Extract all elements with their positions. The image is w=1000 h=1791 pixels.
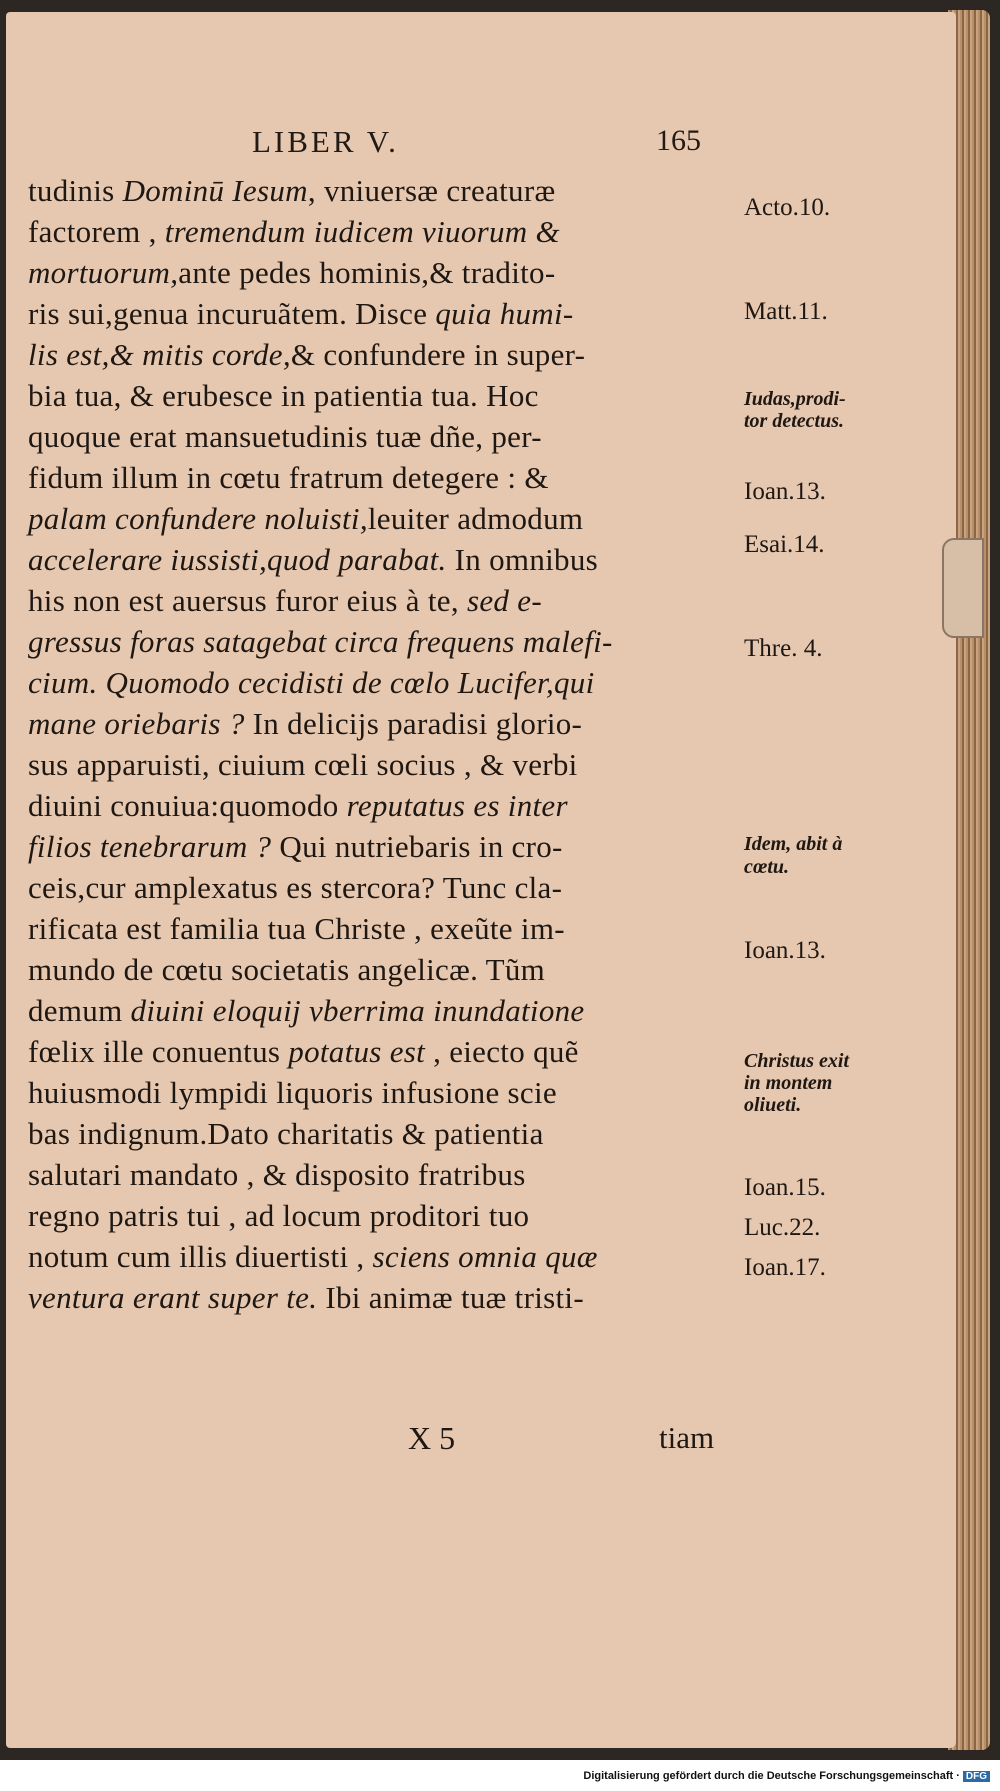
italic-run: accelerare iussisti,quod parabat. — [28, 542, 447, 577]
margin-note: Christus exit — [744, 1050, 850, 1072]
text-line — [28, 1031, 748, 1072]
footer-text: Digitalisierung gefördert durch die Deutsche Forschungsgemeinschaft · — [583, 1770, 960, 1782]
text-line — [28, 1154, 748, 1195]
roman-run: tudinis — [28, 173, 123, 208]
margin-note: Matt.11. — [744, 298, 828, 325]
margin-note: Ioan.15. — [744, 1174, 826, 1201]
italic-run: filios tenebrarum ? — [28, 829, 272, 864]
dfg-logo: DFG — [963, 1771, 990, 1782]
margin-note: tor detectus. — [744, 410, 844, 432]
italic-run: sciens omnia quæ — [372, 1239, 598, 1274]
text-line — [28, 621, 748, 662]
italic-run: gressus foras satagebat circa frequens malefi- — [28, 624, 613, 659]
text-line — [28, 785, 748, 826]
italic-run: sed e- — [466, 583, 542, 618]
margin-note: in montem — [744, 1072, 833, 1094]
text-line — [28, 826, 748, 867]
roman-run: notum cum illis diuertisti , — [28, 1239, 373, 1274]
margin-note: Ioan.17. — [744, 1254, 826, 1281]
running-header: LIBER V. — [252, 124, 399, 159]
roman-run: fœlix ille conuentus — [28, 1034, 289, 1069]
roman-run: his non est auersus furor eius à te, — [28, 583, 467, 618]
text-line — [28, 211, 748, 252]
italic-run: quia humi- — [435, 296, 574, 331]
margin-note: Ioan.13. — [744, 937, 826, 964]
roman-run: Ibi animæ tuæ tristi- — [317, 1280, 584, 1315]
text-line — [28, 375, 748, 416]
margin-note: Luc.22. — [744, 1214, 821, 1241]
roman-run: quoque erat mansuetudinis tuæ dñe, per- — [28, 419, 542, 454]
italic-run: potatus est — [288, 1034, 426, 1069]
catchword: tiam — [659, 1420, 715, 1455]
text-line — [28, 949, 748, 990]
margin-note: Iudas,prodi- — [744, 388, 846, 410]
text-line — [28, 334, 748, 375]
footer-credit — [583, 1770, 990, 1782]
roman-run: sus apparuisti, ciuium cœli socius , & verbi — [28, 747, 578, 782]
italic-run: reputatus es inter — [346, 788, 568, 823]
margin-note: Thre. 4. — [744, 635, 823, 662]
roman-run: , eiecto quẽ — [425, 1034, 579, 1069]
text-line — [28, 1113, 748, 1154]
margin-note: Idem, abit à — [744, 833, 843, 855]
text-line — [28, 990, 748, 1031]
text-line — [28, 1072, 748, 1113]
margin-note: oliueti. — [744, 1094, 802, 1116]
roman-run: leuiter admodum — [367, 501, 584, 536]
text-line — [28, 1195, 748, 1236]
italic-run: mane oriebaris ? — [28, 706, 245, 741]
roman-run: rificata est familia tua Christe , exeũte im- — [28, 911, 565, 946]
text-line — [28, 744, 748, 785]
text-line — [28, 252, 748, 293]
roman-run: mundo de cœtu societatis angelicæ. Tũm — [28, 952, 546, 987]
text-line — [28, 580, 748, 621]
text-line — [28, 662, 748, 703]
roman-run: fidum illum in cœtu fratrum detegere : & — [28, 460, 549, 495]
text-line — [28, 1277, 748, 1318]
text-line — [28, 293, 748, 334]
margin-note: Esai.14. — [744, 531, 825, 558]
text-line — [28, 416, 748, 457]
roman-run: diuini conuiua:quomodo — [28, 788, 347, 823]
roman-run: , vniuersæ creaturæ — [307, 173, 556, 208]
text-line — [28, 908, 748, 949]
roman-run: demum — [28, 993, 131, 1028]
italic-run: diuini eloquij vberrima inundatione — [130, 993, 585, 1028]
roman-run: salutari mandato , & disposito fratribus — [28, 1157, 526, 1192]
text-line — [28, 867, 748, 908]
italic-run: cium. Quomodo cecidisti de cœlo Lucifer,qui — [28, 665, 595, 700]
roman-run: In delicijs paradisi glorio- — [244, 706, 583, 741]
italic-run: palam confundere noluisti, — [28, 501, 368, 536]
roman-run: regno patris tui , ad locum proditori tuo — [28, 1198, 530, 1233]
italic-run: Dominū Iesum — [122, 173, 308, 208]
margin-note: Acto.10. — [744, 194, 831, 221]
italic-run: lis est,& mitis corde, — [28, 337, 291, 372]
body-text — [28, 170, 748, 1318]
roman-run: ris sui,genua incuruãtem. Disce — [28, 296, 436, 331]
italic-run: tremendum iudicem viuorum & — [164, 214, 560, 249]
text-line — [28, 1236, 748, 1277]
italic-run: mortuorum, — [28, 255, 179, 290]
bookmark-tab — [942, 538, 984, 638]
signature-mark: X 5 — [408, 1420, 456, 1456]
text-line — [28, 498, 748, 539]
text-line — [28, 539, 748, 580]
text-line — [28, 170, 748, 211]
text-line — [28, 703, 748, 744]
roman-run: Qui nutriebaris in cro- — [271, 829, 563, 864]
roman-run: & confundere in super- — [290, 337, 586, 372]
book-page — [6, 12, 956, 1748]
roman-run: ceis,cur amplexatus es stercora? Tunc cla- — [28, 870, 563, 905]
roman-run: huiusmodi lympidi liquoris infusione scie — [28, 1075, 557, 1110]
roman-run: bas indignum.Dato charitatis & patientia — [28, 1116, 544, 1151]
page-number: 165 — [656, 124, 701, 157]
roman-run: ante pedes hominis,& tradito- — [178, 255, 556, 290]
italic-run: ventura erant super te. — [28, 1280, 318, 1315]
margin-note: cœtu. — [744, 856, 789, 878]
roman-run: In omnibus — [446, 542, 599, 577]
roman-run: factorem , — [28, 214, 165, 249]
roman-run: bia tua, & erubesce in patientia tua. Hoc — [28, 378, 539, 413]
text-line — [28, 457, 748, 498]
margin-note: Ioan.13. — [744, 478, 826, 505]
